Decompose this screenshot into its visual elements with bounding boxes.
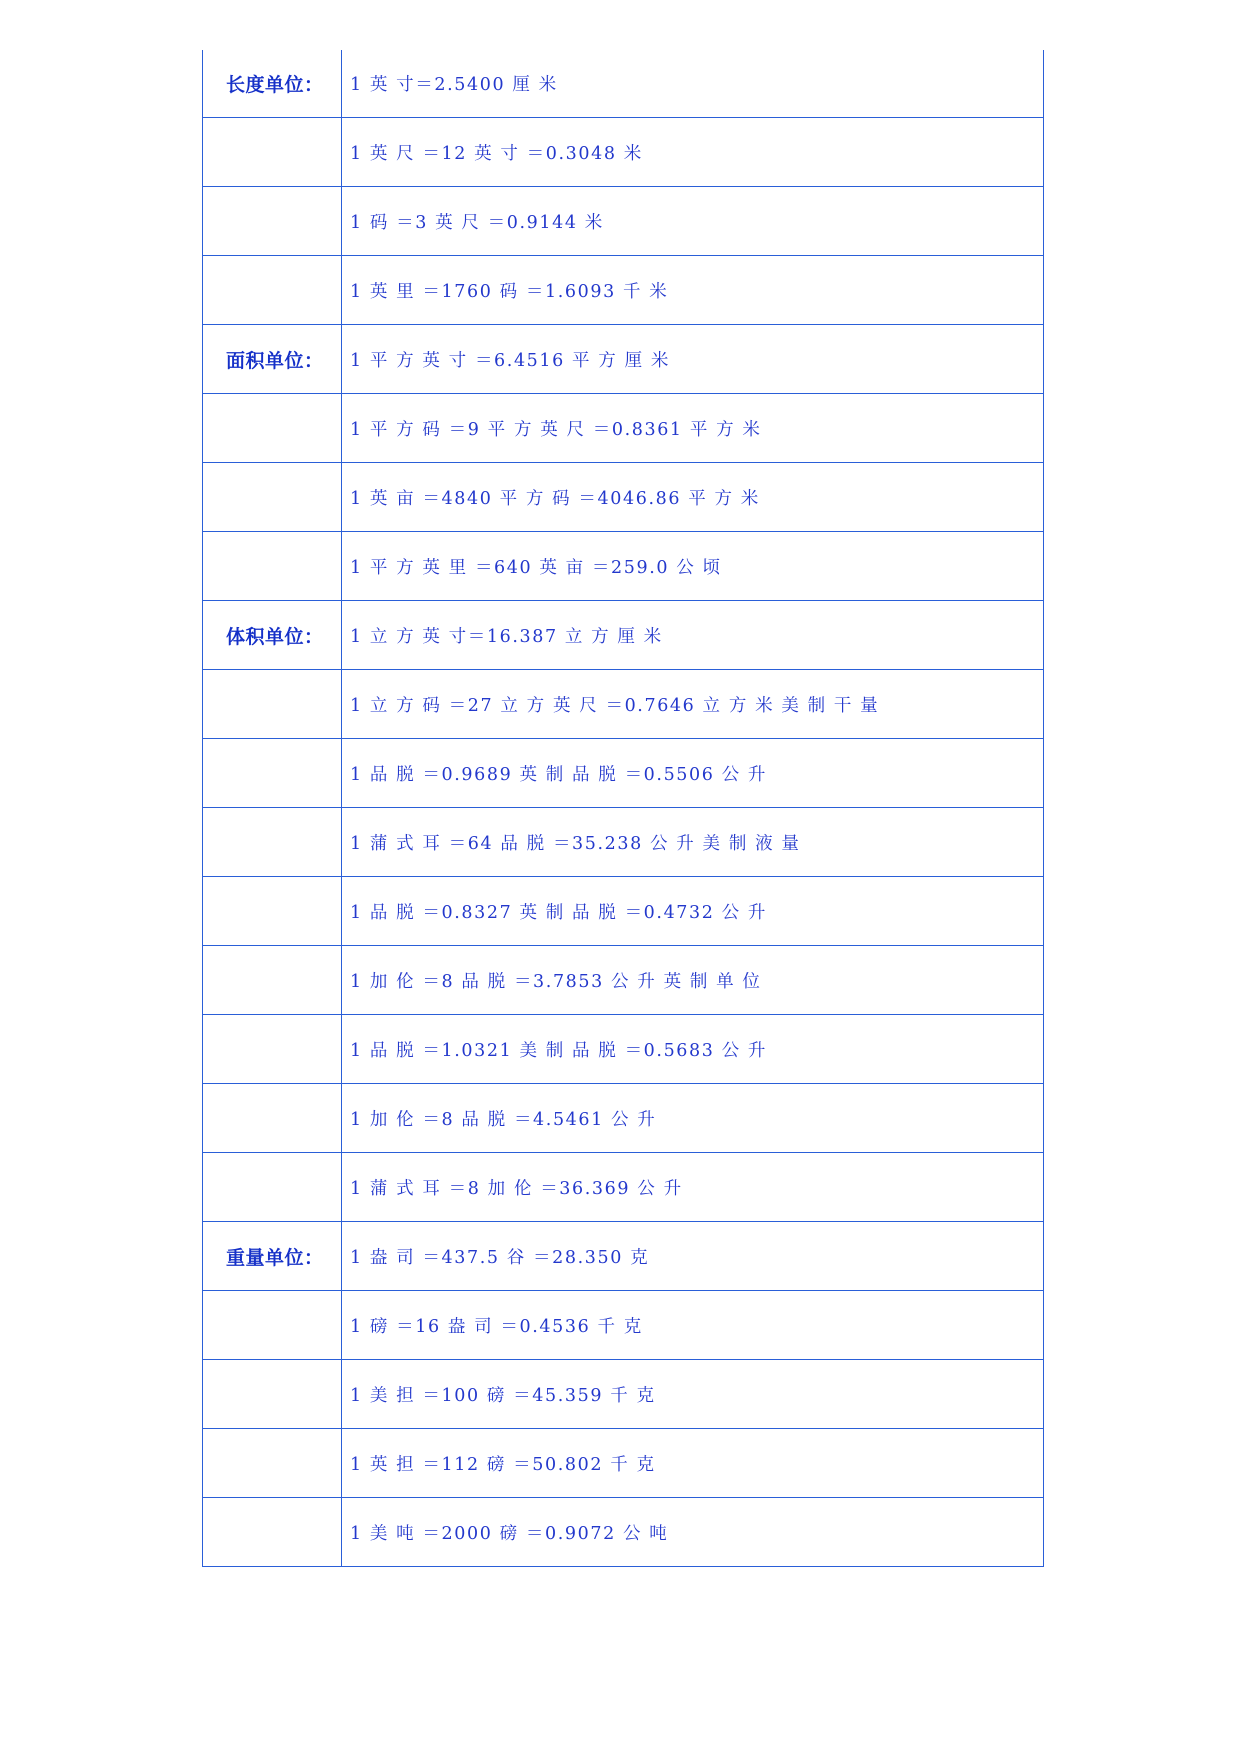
- category-cell: [203, 1429, 342, 1498]
- conversion-cell: 1 品 脱 ＝0.8327 英 制 品 脱 ＝0.4732 公 升: [342, 877, 1044, 946]
- conversion-cell: 1 盎 司 ＝437.5 谷 ＝28.350 克: [342, 1222, 1044, 1291]
- conversion-cell: 1 码 ＝3 英 尺 ＝0.9144 米: [342, 187, 1044, 256]
- category-cell: [203, 1084, 342, 1153]
- table-row: [203, 1429, 1044, 1498]
- conversion-cell: 1 英 担 ＝112 磅 ＝50.802 千 克: [342, 1429, 1044, 1498]
- table-row: [203, 532, 1044, 601]
- unit-conversion-table: [202, 50, 1044, 1567]
- category-cell: [203, 1291, 342, 1360]
- table-row: [203, 946, 1044, 1015]
- category-cell: [203, 1498, 342, 1567]
- conversion-cell: 1 英 亩 ＝4840 平 方 码 ＝4046.86 平 方 米: [342, 463, 1044, 532]
- category-cell: [203, 118, 342, 187]
- category-cell: [203, 670, 342, 739]
- table-row: [203, 256, 1044, 325]
- table-row: [203, 877, 1044, 946]
- conversion-cell: 1 品 脱 ＝0.9689 英 制 品 脱 ＝0.5506 公 升: [342, 739, 1044, 808]
- category-cell: [203, 463, 342, 532]
- category-cell: [203, 877, 342, 946]
- category-cell: 重量单位：: [203, 1222, 342, 1291]
- table-row: [203, 601, 1044, 670]
- table-row: [203, 463, 1044, 532]
- table-row: [203, 808, 1044, 877]
- conversion-cell: 1 平 方 英 寸 ＝6.4516 平 方 厘 米: [342, 325, 1044, 394]
- conversion-cell: 1 磅 ＝16 盎 司 ＝0.4536 千 克: [342, 1291, 1044, 1360]
- table-row: [203, 1084, 1044, 1153]
- category-cell: [203, 394, 342, 463]
- table-row: [203, 1015, 1044, 1084]
- conversion-cell: 1 品 脱 ＝1.0321 美 制 品 脱 ＝0.5683 公 升: [342, 1015, 1044, 1084]
- conversion-cell: 1 蒲 式 耳 ＝64 品 脱 ＝35.238 公 升 美 制 液 量: [342, 808, 1044, 877]
- category-cell: [203, 1153, 342, 1222]
- category-cell: [203, 187, 342, 256]
- conversion-cell: 1 英 尺 ＝12 英 寸 ＝0.3048 米: [342, 118, 1044, 187]
- table-row: [203, 1360, 1044, 1429]
- document-page: [202, 50, 1043, 1567]
- table-row: [203, 1498, 1044, 1567]
- table-row: [203, 394, 1044, 463]
- category-cell: 长度单位：: [203, 50, 342, 118]
- category-cell: [203, 532, 342, 601]
- conversion-cell: 1 英 里 ＝1760 码 ＝1.6093 千 米: [342, 256, 1044, 325]
- table-row: [203, 118, 1044, 187]
- category-cell: [203, 739, 342, 808]
- conversion-cell: 1 立 方 码 ＝27 立 方 英 尺 ＝0.7646 立 方 米 美 制 干 量: [342, 670, 1044, 739]
- conversion-cell: 1 平 方 英 里 ＝640 英 亩 ＝259.0 公 顷: [342, 532, 1044, 601]
- category-cell: 体积单位：: [203, 601, 342, 670]
- table-row: [203, 739, 1044, 808]
- conversion-cell: 1 美 担 ＝100 磅 ＝45.359 千 克: [342, 1360, 1044, 1429]
- table-row: [203, 50, 1044, 118]
- table-row: [203, 1153, 1044, 1222]
- table-row: [203, 187, 1044, 256]
- category-cell: 面积单位：: [203, 325, 342, 394]
- conversion-cell: 1 美 吨 ＝2000 磅 ＝0.9072 公 吨: [342, 1498, 1044, 1567]
- category-cell: [203, 808, 342, 877]
- category-cell: [203, 256, 342, 325]
- conversion-cell: 1 立 方 英 寸＝16.387 立 方 厘 米: [342, 601, 1044, 670]
- conversion-cell: 1 英 寸＝2.5400 厘 米: [342, 50, 1044, 118]
- conversion-cell: 1 加 伦 ＝8 品 脱 ＝3.7853 公 升 英 制 单 位: [342, 946, 1044, 1015]
- conversion-cell: 1 平 方 码 ＝9 平 方 英 尺 ＝0.8361 平 方 米: [342, 394, 1044, 463]
- category-cell: [203, 1015, 342, 1084]
- table-row: [203, 1222, 1044, 1291]
- table-row: [203, 325, 1044, 394]
- conversion-cell: 1 加 伦 ＝8 品 脱 ＝4.5461 公 升: [342, 1084, 1044, 1153]
- conversion-cell: 1 蒲 式 耳 ＝8 加 伦 ＝36.369 公 升: [342, 1153, 1044, 1222]
- category-cell: [203, 946, 342, 1015]
- table-row: [203, 1291, 1044, 1360]
- category-cell: [203, 1360, 342, 1429]
- table-row: [203, 670, 1044, 739]
